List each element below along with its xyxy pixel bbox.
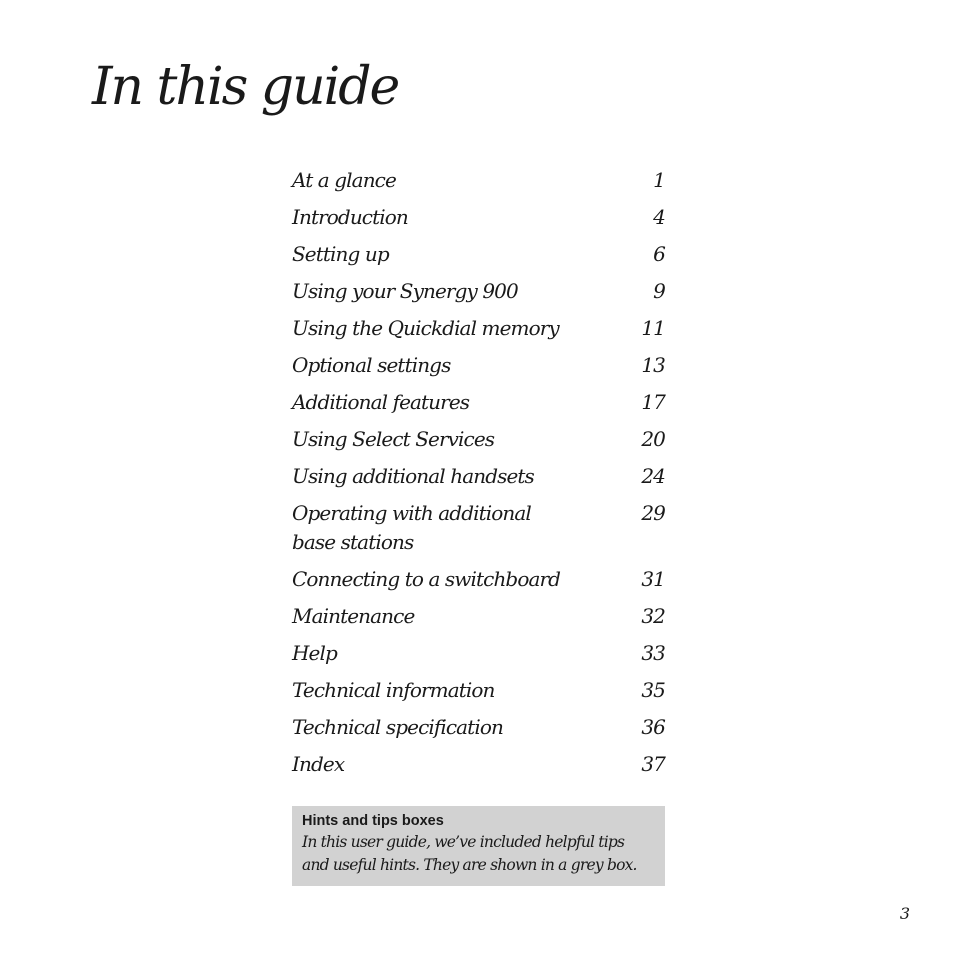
toc-entry-label: Maintenance bbox=[292, 604, 415, 628]
toc-entry-page: 36 bbox=[641, 715, 665, 739]
toc-entry-label: Index bbox=[292, 752, 345, 776]
page-number: 3 bbox=[899, 904, 910, 923]
toc-entry-page: 11 bbox=[641, 316, 665, 340]
toc-entry[interactable] bbox=[292, 499, 665, 557]
toc-entry-label: Technical information bbox=[292, 678, 495, 702]
hints-body: In this user guide, we’ve included helpful tips and useful hints. They are shown in a grey box. bbox=[302, 833, 637, 874]
toc-entry-page: 13 bbox=[641, 353, 665, 377]
toc-entry-page: 31 bbox=[641, 567, 665, 591]
toc-entry[interactable] bbox=[292, 314, 665, 343]
toc-entry[interactable] bbox=[292, 565, 665, 594]
toc-entry-label: Using Select Services bbox=[292, 427, 495, 451]
table-of-contents bbox=[292, 166, 665, 787]
toc-entry[interactable] bbox=[292, 750, 665, 779]
toc-entry[interactable] bbox=[292, 351, 665, 380]
toc-entry-label: Operating with additional base stations bbox=[292, 501, 531, 554]
toc-entry[interactable] bbox=[292, 639, 665, 668]
toc-entry[interactable] bbox=[292, 166, 665, 195]
toc-entry-label: Using the Quickdial memory bbox=[292, 316, 559, 340]
toc-entry-label: Technical specification bbox=[292, 715, 503, 739]
toc-entry-page: 29 bbox=[641, 501, 665, 525]
toc-entry-page: 24 bbox=[641, 464, 665, 488]
toc-entry-label: Using your Synergy 900 bbox=[292, 279, 518, 303]
toc-entry[interactable] bbox=[292, 602, 665, 631]
toc-entry[interactable] bbox=[292, 462, 665, 491]
page-title: In this guide bbox=[92, 57, 399, 117]
toc-entry-page: 6 bbox=[653, 242, 665, 266]
toc-entry-label: Connecting to a switchboard bbox=[292, 567, 561, 591]
toc-entry[interactable] bbox=[292, 240, 665, 269]
toc-entry-page: 33 bbox=[641, 641, 665, 665]
toc-entry-page: 17 bbox=[641, 390, 665, 414]
toc-entry-label: Introduction bbox=[292, 205, 408, 229]
toc-entry-label: At a glance bbox=[292, 168, 396, 192]
toc-entry-label: Additional features bbox=[292, 390, 470, 414]
toc-entry[interactable] bbox=[292, 388, 665, 417]
toc-entry-page: 1 bbox=[653, 168, 665, 192]
toc-entry-page: 32 bbox=[641, 604, 665, 628]
toc-entry-label: Optional settings bbox=[292, 353, 451, 377]
toc-entry-page: 37 bbox=[641, 752, 665, 776]
toc-entry-page: 9 bbox=[653, 279, 665, 303]
toc-entry[interactable] bbox=[292, 277, 665, 306]
hints-heading: Hints and tips boxes bbox=[302, 813, 444, 829]
toc-entry[interactable] bbox=[292, 713, 665, 742]
toc-entry[interactable] bbox=[292, 425, 665, 454]
toc-entry-label: Help bbox=[292, 641, 337, 665]
toc-entry[interactable] bbox=[292, 203, 665, 232]
toc-entry-page: 20 bbox=[641, 427, 665, 451]
toc-entry-label: Setting up bbox=[292, 242, 389, 266]
toc-entry[interactable] bbox=[292, 676, 665, 705]
toc-entry-label: Using additional handsets bbox=[292, 464, 534, 488]
toc-entry-page: 35 bbox=[641, 678, 665, 702]
hints-and-tips-box bbox=[292, 806, 665, 886]
toc-entry-page: 4 bbox=[653, 205, 665, 229]
